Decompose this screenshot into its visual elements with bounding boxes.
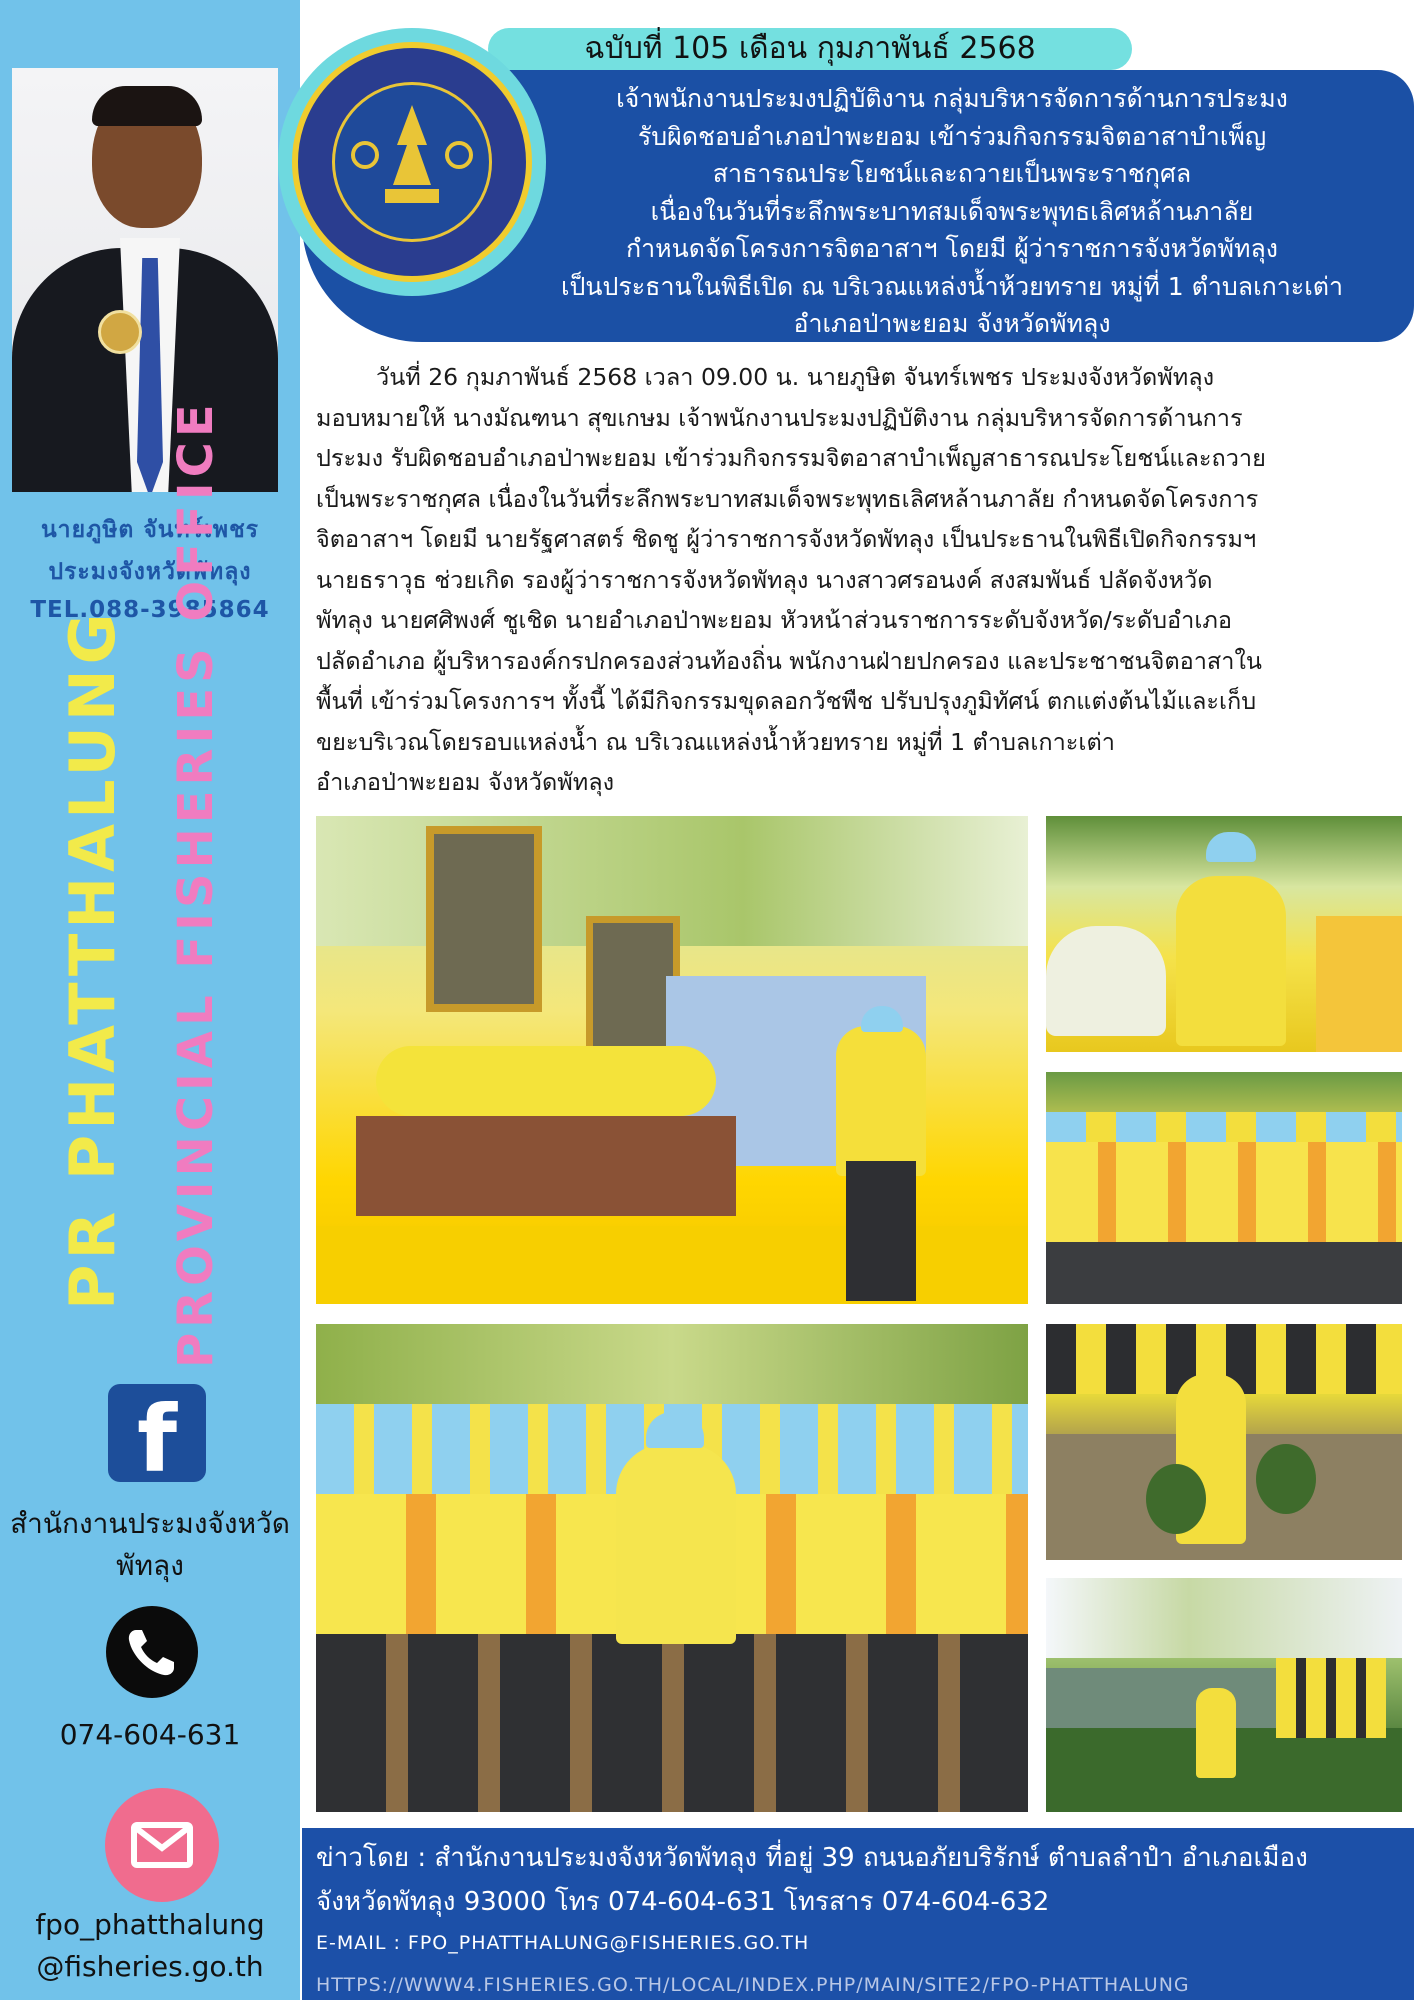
headline-line: เป็นประธานในพิธีเปิด ณ บริเวณแหล่งน้ำห้วยทราย หมู่ที่ 1 ตำบลเกาะเต่า bbox=[560, 271, 1344, 301]
footer-contact-panel bbox=[302, 1828, 1414, 2000]
footer-address-line1: ข่าวโดย : สำนักงานประมงจังหวัดพัทลุง ที่อยู่ 39 ถนนอภัยบริรักษ์ ตำบลลำปำ อำเภอเมือง bbox=[316, 1843, 1308, 1873]
facebook-page-name-line2: พัทลุง bbox=[116, 1549, 184, 1582]
department-of-fisheries-seal-icon bbox=[278, 28, 546, 296]
lapel-pin-icon bbox=[98, 310, 142, 354]
issue-banner: ฉบับที่ 105 เดือน กุมภาพันธ์ 2568 bbox=[488, 28, 1132, 70]
headline-text bbox=[512, 80, 1392, 343]
photo-clearing-weeds bbox=[1046, 1324, 1402, 1560]
article-body bbox=[316, 357, 1402, 803]
headline-line: สาธารณประโยชน์และถวายเป็นพระราชกุศล bbox=[712, 159, 1192, 188]
facebook-icon[interactable]: f bbox=[108, 1384, 206, 1482]
official-portrait-photo bbox=[12, 68, 278, 492]
headline-line: อำเภอป่าพะยอม จังหวัดพัทลุง bbox=[793, 309, 1111, 338]
headline-line: กำหนดจัดโครงการจิตอาสาฯ โดยมี ผู้ว่าราชการจังหวัดพัทลุง bbox=[625, 234, 1279, 263]
vertical-title-office: PROVINCIAL FISHERIES OFFICE bbox=[168, 399, 224, 1368]
article-line: วันที่ 26 กุมภาพันธ์ 2568 เวลา 09.00 น. นายภูษิต จันทร์เพชร ประมงจังหวัดพัทลุง bbox=[376, 363, 1215, 391]
official-position: ประมงจังหวัดพัทลุง bbox=[48, 559, 252, 585]
article-line: มอบหมายให้ นางมัณฑนา สุขเกษม เจ้าพนักงานประมงปฏิบัติงาน กลุ่มบริหารจัดการด้านการ bbox=[316, 403, 1243, 432]
official-name: นายภูษิต จันทร์เพชร bbox=[40, 517, 260, 543]
article-line: อำเภอป่าพะยอม จังหวัดพัทลุง bbox=[316, 768, 615, 796]
article-line: ปลัดอำเภอ ผู้บริหารองค์กรปกครองส่วนท้องถิ่น พนักงานฝ่ายปกครอง และประชาชนจิตอาสาใน bbox=[316, 646, 1263, 675]
email-icon[interactable] bbox=[105, 1788, 219, 1902]
photo-group-raising-fists bbox=[316, 1324, 1028, 1812]
footer-address bbox=[316, 1836, 1308, 1924]
sidebar bbox=[0, 0, 300, 2000]
official-tel: TEL.088-3985864 bbox=[30, 597, 270, 623]
article-line: พัทลุง นายศศิพงศ์ ชูเชิด นายอำเภอป่าพะยอม หัวหน้าส่วนราชการระดับจังหวัด/ระดับอำเภอ bbox=[316, 606, 1233, 634]
headline-line: เจ้าพนักงานประมงปฏิบัติงาน กลุ่มบริหารจัดการด้านการประมง bbox=[616, 84, 1288, 113]
headline-line: เนื่องในวันที่ระลึกพระบาทสมเด็จพระพุทธเลิศหล้านภาลัย bbox=[650, 196, 1254, 226]
headline-line: รับผิดชอบอำเภอป่าพะยอม เข้าร่วมกิจกรรมจิตอาสาบำเพ็ญ bbox=[637, 121, 1267, 151]
article-line: ประมง รับผิดชอบอำเภอป่าพะยอม เข้าร่วมกิจกรรมจิตอาสาบำเพ็ญสาธารณประโยชน์และถวาย bbox=[316, 444, 1266, 472]
footer-email[interactable]: E-MAIL : FPO_PHATTHALUNG@FISHERIES.GO.TH bbox=[316, 1932, 810, 1954]
footer-address-line2: จังหวัดพัทลุง 93000 โทร 074-604-631 โทรสาร 074-604-632 bbox=[316, 1887, 1050, 1917]
email-line1: fpo_phatthalung bbox=[35, 1908, 265, 1941]
photo-pond-cleanup bbox=[1046, 1578, 1402, 1812]
article-line: นายธราวุธ ช่วยเกิด รองผู้ว่าราชการจังหวัดพัทลุง นางสาวศรอนงค์ สงสมพันธ์ ปลัดจังหวัด bbox=[316, 565, 1213, 594]
phone-number: 074-604-631 bbox=[59, 1718, 241, 1751]
article-line: ขยะบริเวณโดยรอบแหล่งน้ำ ณ บริเวณแหล่งน้ำห้วยทราย หมู่ที่ 1 ตำบลเกาะเต่า bbox=[316, 727, 1115, 756]
photo-governor-salute bbox=[1046, 816, 1402, 1052]
email-line2: @fisheries.go.th bbox=[36, 1950, 264, 1983]
footer-url-link[interactable]: HTTPS://WWW4.FISHERIES.GO.TH/LOCAL/INDEX.PHP/MAIN/SITE2/FPO-PHATTHALUNG bbox=[316, 1974, 1190, 1996]
article-line: จิตอาสาฯ โดยมี นายรัฐศาสตร์ ชิดชู ผู้ว่าราชการจังหวัดพัทลุง เป็นประธานในพิธีเปิดกิจกรรมฯ bbox=[316, 525, 1257, 553]
article-line: เป็นพระราชกุศล เนื่องในวันที่ระลึกพระบาทสมเด็จพระพุทธเลิศหล้านภาลัย กำหนดจัดโครงการ bbox=[316, 484, 1259, 513]
facebook-page-name-line1: สำนักงานประมงจังหวัด bbox=[10, 1507, 290, 1540]
article-line: พื้นที่ เข้าร่วมโครงการฯ ทั้งนี้ ได้มีกิจกรรมขุดลอกวัชพืช ปรับปรุงภูมิทัศน์ ตกแต่งต้นไม้และเก็บ bbox=[316, 687, 1257, 715]
photo-volunteers-standing bbox=[1046, 1072, 1402, 1304]
photo-altar-offering bbox=[316, 816, 1028, 1304]
phone-icon[interactable] bbox=[106, 1606, 198, 1698]
vertical-title-pr: PR PHATTHALUNG bbox=[56, 608, 129, 1310]
